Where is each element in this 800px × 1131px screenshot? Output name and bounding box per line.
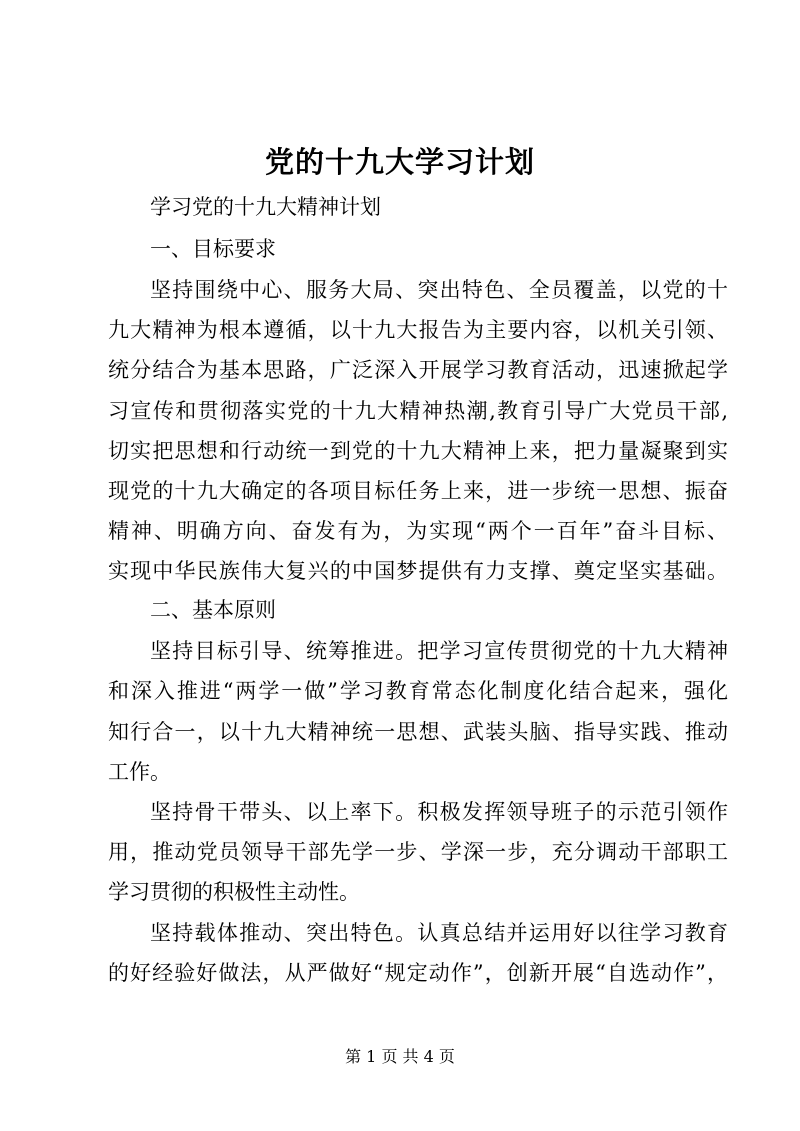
- document-title: 党的十九大学习计划: [264, 145, 535, 179]
- para1-line: 习宣传和贯彻落实党的十九大精神热潮,教育引导广大党员干部,: [108, 399, 728, 423]
- para4-line: 坚持载体推动、突出特色。认真总结并运用好以往学习教育: [150, 921, 728, 945]
- para3-line: 用，推动党员领导干部先学一步、学深一步，充分调动干部职工: [108, 840, 728, 864]
- document-subtitle: 学习党的十九大精神计划: [150, 195, 381, 219]
- para2-line: 坚持目标引导、统筹推进。把学习宣传贯彻党的十九大精神: [150, 639, 728, 663]
- section1-heading: 一、目标要求: [150, 237, 276, 261]
- para1-line: 实现中华民族伟大复兴的中国梦提供有力支撑、奠定坚实基础。: [108, 559, 728, 583]
- para3-line: 坚持骨干带头、以上率下。积极发挥领导班子的示范引领作: [150, 800, 728, 824]
- para2-line: 和深入推进“两学一做”学习教育常态化制度化结合起来，强化: [108, 679, 728, 703]
- para3-line: 学习贯彻的积极性主动性。: [108, 880, 360, 904]
- para2-line: 知行合一，以十九大精神统一思想、武装头脑、指导实践、推动: [108, 720, 728, 744]
- para1-line: 坚持围绕中心、服务大局、突出特色、全员覆盖，以党的十: [150, 278, 728, 302]
- para4-line: 的好经验好做法，从严做好“规定动作”，创新开展“自选动作”，: [108, 961, 728, 985]
- para2-line: 工作。: [108, 760, 171, 784]
- page-indicator: 第 1 页 共 4 页: [345, 1047, 455, 1066]
- para1-line: 现党的十九大确定的各项目标任务上来，进一步统一思想、振奋: [108, 479, 728, 503]
- para1-line: 切实把思想和行动统一到党的十九大精神上来，把力量凝聚到实: [108, 439, 728, 463]
- para1-line: 九大精神为根本遵循，以十九大报告为主要内容，以机关引领、: [108, 318, 728, 342]
- para1-line: 精神、明确方向、奋发有为，为实现“两个一百年”奋斗目标、: [108, 519, 728, 543]
- para1-line: 统分结合为基本思路，广泛深入开展学习教育活动，迅速掀起学: [108, 358, 728, 382]
- section2-heading: 二、基本原则: [150, 598, 276, 622]
